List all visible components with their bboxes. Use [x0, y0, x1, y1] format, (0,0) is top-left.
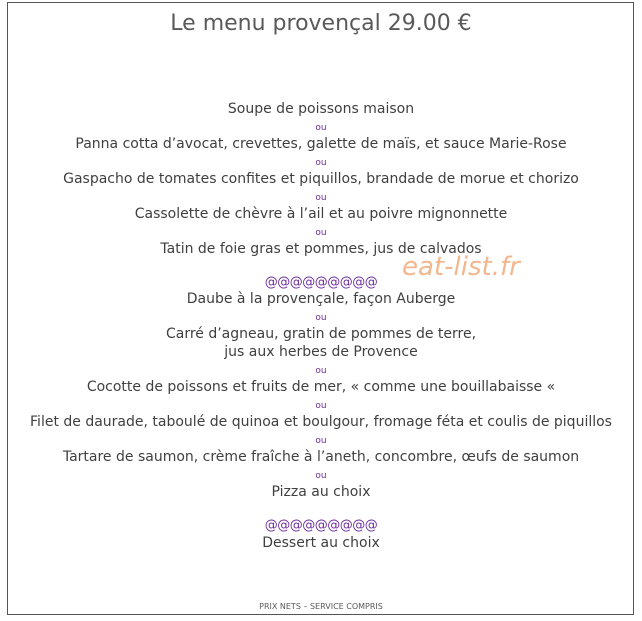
or-separator: ou	[315, 401, 327, 411]
main-item: Cocotte de poissons et fruits de mer, « comme une bouillabaisse «	[86, 379, 556, 395]
main-item: Filet de daurade, taboulé de quinoa et boulgour, fromage féta et coulis de piquillos	[30, 414, 612, 430]
starter-item: Panna cotta d’avocat, crevettes, galette de maïs, et sauce Marie-Rose	[75, 136, 567, 152]
main-item-line2: jus aux herbes de Provence	[224, 344, 418, 360]
course-separator: @@@@@@@@@	[264, 275, 378, 290]
course-separator: @@@@@@@@@	[264, 518, 378, 533]
watermark-logo: eat-list.fr	[402, 252, 520, 282]
or-separator: ou	[315, 158, 327, 168]
or-separator: ou	[315, 471, 327, 481]
dessert-item: Dessert au choix	[262, 535, 380, 551]
or-separator: ou	[315, 313, 327, 323]
menu-title: Le menu provençal 29.00 €	[170, 11, 472, 36]
or-separator: ou	[315, 436, 327, 446]
or-separator: ou	[315, 366, 327, 376]
main-item: Daube à la provençale, façon Auberge	[186, 291, 456, 307]
or-separator: ou	[315, 123, 327, 133]
footer-note: PRIX NETS – SERVICE COMPRIS	[259, 602, 383, 611]
main-item: Pizza au choix	[271, 484, 371, 500]
or-separator: ou	[315, 193, 327, 203]
starter-item: Soupe de poissons maison	[227, 101, 415, 117]
starter-item: Gaspacho de tomates confites et piquillos, brandade de morue et chorizo	[63, 171, 579, 187]
starter-item: Cassolette de chèvre à l’ail et au poivre mignonnette	[134, 206, 508, 222]
main-item: Carré d’agneau, gratin de pommes de terre,	[165, 326, 477, 342]
main-item: Tartare de saumon, crème fraîche à l’aneth, concombre, œufs de saumon	[62, 449, 580, 465]
or-separator: ou	[315, 228, 327, 238]
starter-item: Tatin de foie gras et pommes, jus de calvados	[160, 241, 482, 257]
